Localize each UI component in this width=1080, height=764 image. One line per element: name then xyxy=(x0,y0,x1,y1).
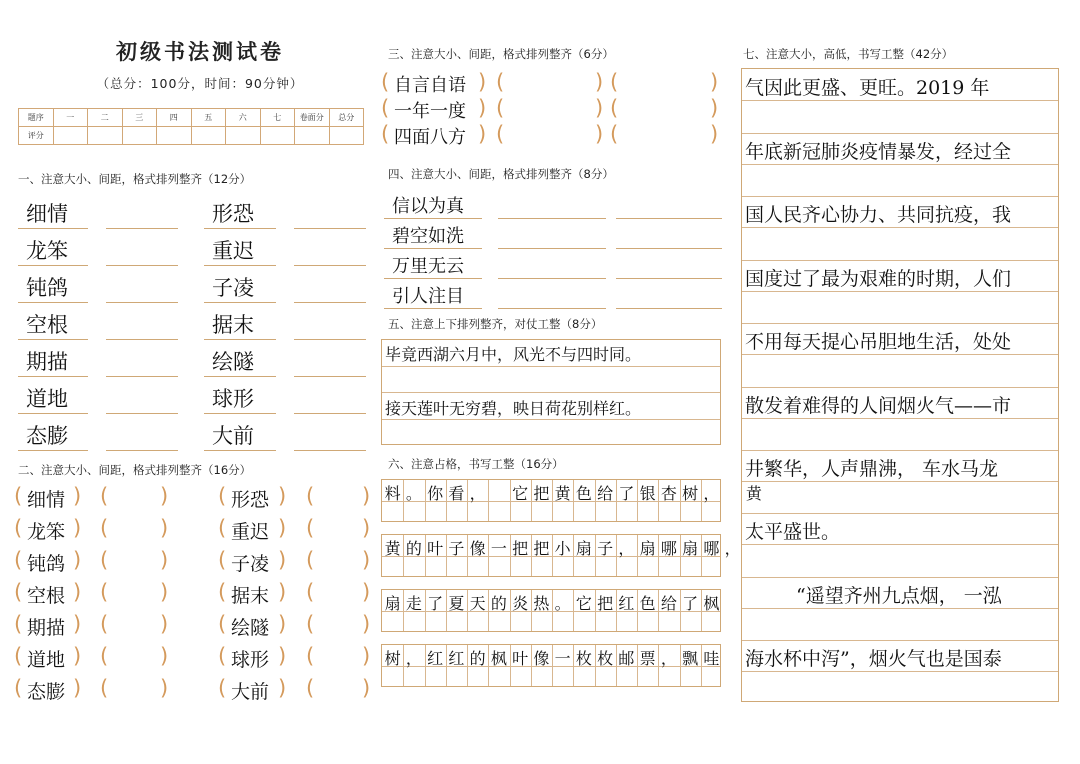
open-paren: ( xyxy=(218,644,227,668)
q1-baseline xyxy=(204,302,276,303)
open-paren[interactable]: ( xyxy=(610,122,619,146)
close-paren[interactable]: ) xyxy=(160,612,169,636)
q1-practice-line[interactable] xyxy=(294,413,366,414)
close-paren: ) xyxy=(278,676,287,700)
q6-char: 子 xyxy=(448,539,465,558)
q6-char: 了 xyxy=(682,594,699,613)
q1-word-left: 龙笨 xyxy=(26,239,68,263)
q1-word-right: 绘隧 xyxy=(212,350,254,374)
q1-practice-line[interactable] xyxy=(106,413,178,414)
q6-char: ， xyxy=(405,649,422,668)
close-paren: ) xyxy=(73,676,82,700)
q2-word-left: 细情 xyxy=(27,489,66,511)
q6-char: 扇 xyxy=(384,594,401,613)
q4-baseline xyxy=(384,278,482,279)
q6-grid-row[interactable] xyxy=(381,534,741,577)
q6-char: 色 xyxy=(575,484,592,503)
close-paren[interactable]: ) xyxy=(595,70,604,94)
q4-practice-line[interactable] xyxy=(616,278,722,279)
q2-heading: 二、注意大小、间距，格式排列整齐（16分） xyxy=(18,463,252,477)
score-cell: 四 xyxy=(157,109,192,127)
q1-practice-line[interactable] xyxy=(294,339,366,340)
q6-char: 枫 xyxy=(490,649,507,668)
open-paren[interactable]: ( xyxy=(306,644,315,668)
open-paren: ( xyxy=(218,516,227,540)
close-paren[interactable]: ) xyxy=(710,70,719,94)
score-cell[interactable] xyxy=(157,127,192,145)
q1-word-right: 大前 xyxy=(212,424,254,448)
q7-guide-line xyxy=(742,100,1058,101)
q6-char: 把 xyxy=(597,594,614,613)
open-paren[interactable]: ( xyxy=(610,96,619,120)
q7-line-6: 散发着难得的人间烟火气——市 xyxy=(745,395,1012,417)
close-paren: ) xyxy=(278,484,287,508)
q6-char: 。 xyxy=(554,594,571,613)
q6-char: 的 xyxy=(405,539,422,558)
open-paren[interactable]: ( xyxy=(306,548,315,572)
score-cell: 二 xyxy=(88,109,123,127)
q1-word-left: 空根 xyxy=(26,313,68,337)
q6-char: 它 xyxy=(575,594,592,613)
q6-char: 哪 xyxy=(703,539,720,558)
q3-heading: 三、注意大小、间距，格式排列整齐（6分） xyxy=(388,47,614,61)
open-paren: ( xyxy=(218,612,227,636)
q1-practice-line[interactable] xyxy=(294,228,366,229)
page-title: 初级书法测试卷 xyxy=(116,39,284,64)
close-paren: ) xyxy=(278,516,287,540)
q6-char: 扇 xyxy=(575,539,592,558)
q7-guide-line xyxy=(742,608,1058,609)
q2-word-right: 子凌 xyxy=(231,553,270,575)
open-paren[interactable]: ( xyxy=(496,122,505,146)
q1-practice-line[interactable] xyxy=(294,450,366,451)
close-paren: ) xyxy=(278,548,287,572)
q2-word-right: 据末 xyxy=(231,585,270,607)
close-paren[interactable]: ) xyxy=(362,644,371,668)
open-paren: ( xyxy=(14,548,23,572)
q6-char: 红 xyxy=(427,649,444,668)
q6-grid-vline xyxy=(488,480,489,521)
close-paren: ) xyxy=(278,580,287,604)
close-paren[interactable]: ) xyxy=(710,96,719,120)
q2-word-right: 重迟 xyxy=(231,521,270,543)
q6-char: 它 xyxy=(512,484,529,503)
close-paren[interactable]: ) xyxy=(362,484,371,508)
q6-char: 给 xyxy=(597,484,614,503)
open-paren: ( xyxy=(218,484,227,508)
close-paren[interactable]: ) xyxy=(595,96,604,120)
q6-char: 枫 xyxy=(703,594,720,613)
score-cell: 评分 xyxy=(19,127,54,145)
q1-baseline xyxy=(204,413,276,414)
q5-line-1: 毕竟西湖六月中，风光不与四时同。 xyxy=(385,345,642,364)
close-paren[interactable]: ) xyxy=(160,676,169,700)
open-paren: ( xyxy=(14,612,23,636)
score-cell[interactable] xyxy=(88,127,123,145)
close-paren: ) xyxy=(278,612,287,636)
close-paren[interactable]: ) xyxy=(362,580,371,604)
q6-char: 哪 xyxy=(660,539,677,558)
q1-word-left: 钝鸽 xyxy=(26,276,68,300)
q1-word-right: 球形 xyxy=(212,387,254,411)
q6-char: ， xyxy=(469,484,486,503)
close-paren[interactable]: ) xyxy=(160,484,169,508)
q4-practice-line[interactable] xyxy=(498,308,606,309)
open-paren[interactable]: ( xyxy=(100,548,109,572)
q3-idiom: 自言自语 xyxy=(394,75,466,96)
open-paren[interactable]: ( xyxy=(496,70,505,94)
q1-practice-line[interactable] xyxy=(106,376,178,377)
close-paren: ) xyxy=(478,96,487,120)
score-cell[interactable] xyxy=(53,127,88,145)
page-subtitle: （总分：100分，时间：90分钟） xyxy=(96,76,304,91)
open-paren: ( xyxy=(14,516,23,540)
q7-guide-line xyxy=(742,577,1058,578)
q1-heading: 一、注意大小、间距，格式排列整齐（12分） xyxy=(18,172,252,186)
close-paren[interactable]: ) xyxy=(160,516,169,540)
q7-guide-line xyxy=(742,513,1058,514)
q6-char: 银 xyxy=(639,484,656,503)
open-paren[interactable]: ( xyxy=(100,484,109,508)
q1-word-left: 态膨 xyxy=(26,424,68,448)
q7-guide-line xyxy=(742,671,1058,672)
q7-line-9: “遥望齐州九点烟， 一泓 xyxy=(796,585,1002,607)
q6-char: 像 xyxy=(533,649,550,668)
q1-practice-line[interactable] xyxy=(294,302,366,303)
close-paren[interactable]: ) xyxy=(362,548,371,572)
q1-baseline xyxy=(18,302,88,303)
q1-baseline xyxy=(18,376,88,377)
q6-grid-row[interactable] xyxy=(381,644,721,687)
q6-char: 飘 xyxy=(682,649,699,668)
q2-word-right: 形恐 xyxy=(231,489,270,511)
q4-practice-line[interactable] xyxy=(498,248,606,249)
q7-guide-line xyxy=(742,323,1058,324)
q6-char: 一 xyxy=(490,539,507,558)
score-cell[interactable] xyxy=(260,127,295,145)
open-paren: ( xyxy=(381,70,390,94)
q7-guide-line xyxy=(742,640,1058,641)
score-cell: 六 xyxy=(226,109,261,127)
q3-idiom: 四面八方 xyxy=(394,127,466,148)
q4-baseline xyxy=(384,218,482,219)
q6-char: 了 xyxy=(618,484,635,503)
open-paren[interactable]: ( xyxy=(306,612,315,636)
q7-guide-line xyxy=(742,291,1058,292)
score-table xyxy=(18,108,364,145)
q6-char: 看 xyxy=(448,484,465,503)
q7-writing-box[interactable] xyxy=(741,68,1059,702)
q6-char: 。 xyxy=(405,484,422,503)
q6-char: 料 xyxy=(384,484,401,503)
q1-practice-line[interactable] xyxy=(106,450,178,451)
score-cell: 五 xyxy=(191,109,226,127)
q6-char: 炎 xyxy=(512,594,529,613)
q7-guide-line xyxy=(742,133,1058,134)
open-paren: ( xyxy=(218,580,227,604)
q5-line-2: 接天莲叶无穷碧，映日荷花别样红。 xyxy=(385,399,642,418)
open-paren[interactable]: ( xyxy=(610,70,619,94)
q6-char: 票 xyxy=(639,649,656,668)
q4-idiom: 信以为真 xyxy=(392,196,464,217)
q4-practice-line[interactable] xyxy=(616,308,722,309)
score-cell: 一 xyxy=(53,109,88,127)
open-paren[interactable]: ( xyxy=(496,96,505,120)
q7-line-1: 气因此更盛、更旺。2019 年 xyxy=(745,77,990,99)
q1-baseline xyxy=(204,339,276,340)
q6-char: 子 xyxy=(597,539,614,558)
q1-baseline xyxy=(18,228,88,229)
q6-char: 黄 xyxy=(554,484,571,503)
q7-guide-line xyxy=(742,387,1058,388)
score-cell: 七 xyxy=(260,109,295,127)
q4-baseline xyxy=(384,308,482,309)
q5-writing-box[interactable] xyxy=(381,339,721,445)
score-cell[interactable] xyxy=(226,127,261,145)
q1-word-left: 道地 xyxy=(26,387,68,411)
q6-char: 叶 xyxy=(427,539,444,558)
open-paren: ( xyxy=(218,676,227,700)
q6-char: 黄 xyxy=(384,539,401,558)
q7-guide-line xyxy=(742,260,1058,261)
q6-char: 了 xyxy=(427,594,444,613)
close-paren: ) xyxy=(73,548,82,572)
q3-idiom: 一年一度 xyxy=(394,101,466,122)
q5-guide-line xyxy=(382,419,720,420)
q7-guide-line xyxy=(742,450,1058,451)
open-paren[interactable]: ( xyxy=(306,580,315,604)
close-paren[interactable]: ) xyxy=(160,644,169,668)
q4-idiom: 引人注目 xyxy=(392,286,464,307)
q4-practice-line[interactable] xyxy=(616,218,722,219)
q1-word-left: 细情 xyxy=(26,202,68,226)
q2-word-left: 空根 xyxy=(27,585,66,607)
q4-idiom: 碧空如洗 xyxy=(392,226,464,247)
open-paren[interactable]: ( xyxy=(306,676,315,700)
q6-char: 小 xyxy=(554,539,571,558)
q7-guide-line xyxy=(742,418,1058,419)
q1-practice-line[interactable] xyxy=(294,265,366,266)
q6-char: 红 xyxy=(448,649,465,668)
open-paren[interactable]: ( xyxy=(100,612,109,636)
q6-char: ， xyxy=(660,649,677,668)
open-paren: ( xyxy=(381,96,390,120)
q7-line-4: 国度过了最为艰难的时期，人们 xyxy=(745,268,1012,290)
score-table-header-row xyxy=(19,109,364,127)
q2-word-left: 道地 xyxy=(27,649,66,671)
open-paren[interactable]: ( xyxy=(306,484,315,508)
q1-baseline xyxy=(18,450,88,451)
q6-char: 树 xyxy=(682,484,699,503)
q4-practice-line[interactable] xyxy=(498,218,606,219)
q6-grid-row[interactable] xyxy=(381,589,721,632)
score-cell: 题序 xyxy=(19,109,54,127)
q7-line-2: 年底新冠肺炎疫情暴发，经过全 xyxy=(745,141,1012,163)
q6-char: 黄 xyxy=(745,484,762,503)
q4-idiom: 万里无云 xyxy=(392,256,464,277)
q1-practice-line[interactable] xyxy=(106,302,178,303)
q6-char: 色 xyxy=(639,594,656,613)
q6-heading: 六、注意占格，书写工整（16分） xyxy=(388,457,564,471)
close-paren: ) xyxy=(73,612,82,636)
open-paren: ( xyxy=(381,122,390,146)
q1-baseline xyxy=(204,265,276,266)
q7-guide-line xyxy=(742,196,1058,197)
q6-char: 夏 xyxy=(448,594,465,613)
q7-line-7: 井繁华，人声鼎沸， 车水马龙 xyxy=(745,458,999,480)
close-paren[interactable]: ) xyxy=(362,612,371,636)
q5-guide-line xyxy=(382,366,720,367)
close-paren[interactable]: ) xyxy=(710,122,719,146)
q7-line-10: 海水杯中泻”，烟火气也是国泰 xyxy=(745,648,1002,670)
close-paren: ) xyxy=(478,70,487,94)
q7-guide-line xyxy=(742,164,1058,165)
q2-word-right: 绘隧 xyxy=(231,617,270,639)
q2-word-left: 态膨 xyxy=(27,681,66,703)
q6-char: 你 xyxy=(427,484,444,503)
open-paren[interactable]: ( xyxy=(306,516,315,540)
q5-heading: 五、注意上下排列整齐，对仗工整（8分） xyxy=(388,317,603,331)
open-paren: ( xyxy=(218,548,227,572)
q4-practice-line[interactable] xyxy=(616,248,722,249)
close-paren: ) xyxy=(478,122,487,146)
q7-line-5: 不用每天提心吊胆地生活，处处 xyxy=(745,331,1012,353)
q4-practice-line[interactable] xyxy=(498,278,606,279)
open-paren: ( xyxy=(14,580,23,604)
score-cell[interactable] xyxy=(295,127,330,145)
score-cell[interactable] xyxy=(191,127,226,145)
q7-guide-line xyxy=(742,481,1058,482)
close-paren: ) xyxy=(73,484,82,508)
q6-char: 天 xyxy=(469,594,486,613)
q6-char: 的 xyxy=(490,594,507,613)
q4-baseline xyxy=(384,248,482,249)
q2-word-right: 球形 xyxy=(231,649,270,671)
q6-char: 走 xyxy=(405,594,422,613)
q6-char: 叶 xyxy=(512,649,529,668)
q6-grid-row[interactable] xyxy=(381,479,762,522)
q4-heading: 四、注意大小、间距，格式排列整齐（8分） xyxy=(388,167,614,181)
open-paren: ( xyxy=(14,484,23,508)
q6-char: 红 xyxy=(618,594,635,613)
q7-guide-line xyxy=(742,227,1058,228)
q6-char: 扇 xyxy=(639,539,656,558)
q6-char: 枚 xyxy=(575,649,592,668)
q1-baseline xyxy=(18,413,88,414)
q5-guide-line xyxy=(382,392,720,393)
score-cell: 卷面分 xyxy=(295,109,330,127)
q1-word-right: 重迟 xyxy=(212,239,254,263)
q7-line-3: 国人民齐心协力、共同抗疫，我 xyxy=(745,204,1012,226)
close-paren: ) xyxy=(278,644,287,668)
q1-practice-line[interactable] xyxy=(106,265,178,266)
q2-word-left: 钝鸽 xyxy=(27,553,66,575)
q6-char: ， xyxy=(724,539,741,558)
q7-guide-line xyxy=(742,354,1058,355)
q6-char: ， xyxy=(703,484,720,503)
q1-baseline xyxy=(204,450,276,451)
q6-char: 把 xyxy=(512,539,529,558)
open-paren[interactable]: ( xyxy=(100,516,109,540)
close-paren[interactable]: ) xyxy=(160,548,169,572)
q1-word-right: 据末 xyxy=(212,313,254,337)
q1-word-left: 期描 xyxy=(26,350,68,374)
q6-char: 邮 xyxy=(618,649,635,668)
q1-baseline xyxy=(204,376,276,377)
q6-char: 一 xyxy=(554,649,571,668)
q1-baseline xyxy=(204,228,276,229)
close-paren: ) xyxy=(73,516,82,540)
q1-baseline xyxy=(18,339,88,340)
close-paren[interactable]: ) xyxy=(595,122,604,146)
q2-word-left: 龙笨 xyxy=(27,521,66,543)
score-cell: 总分 xyxy=(329,109,364,127)
close-paren: ) xyxy=(73,644,82,668)
q6-char: 像 xyxy=(469,539,486,558)
score-table-score-row xyxy=(19,127,364,145)
q1-word-right: 子凌 xyxy=(212,276,254,300)
close-paren[interactable]: ) xyxy=(160,580,169,604)
q6-char: 的 xyxy=(469,649,486,668)
q1-practice-line[interactable] xyxy=(106,339,178,340)
q7-line-8: 太平盛世。 xyxy=(745,521,841,543)
q1-practice-line[interactable] xyxy=(294,376,366,377)
q7-heading: 七、注意大小，高低，书写工整（42分） xyxy=(743,47,954,61)
close-paren[interactable]: ) xyxy=(362,516,371,540)
q6-char: 杏 xyxy=(660,484,677,503)
q6-char: 树 xyxy=(384,649,401,668)
q7-guide-line xyxy=(742,544,1058,545)
open-paren: ( xyxy=(14,644,23,668)
q2-word-right: 大前 xyxy=(231,681,270,703)
q1-word-right: 形恐 xyxy=(212,202,254,226)
q6-char: 枚 xyxy=(597,649,614,668)
q1-baseline xyxy=(18,265,88,266)
q6-char: 把 xyxy=(533,539,550,558)
q6-char: 把 xyxy=(533,484,550,503)
q6-char: 哇 xyxy=(703,649,720,668)
q6-char: 给 xyxy=(660,594,677,613)
score-cell[interactable] xyxy=(329,127,364,145)
open-paren[interactable]: ( xyxy=(100,644,109,668)
close-paren: ) xyxy=(73,580,82,604)
q6-char: 扇 xyxy=(682,539,699,558)
open-paren: ( xyxy=(14,676,23,700)
open-paren[interactable]: ( xyxy=(100,676,109,700)
close-paren[interactable]: ) xyxy=(362,676,371,700)
q6-char: ， xyxy=(618,539,635,558)
open-paren[interactable]: ( xyxy=(100,580,109,604)
q2-word-left: 期描 xyxy=(27,617,66,639)
score-cell[interactable] xyxy=(122,127,157,145)
q1-practice-line[interactable] xyxy=(106,228,178,229)
q6-char: 热 xyxy=(533,594,550,613)
score-cell: 三 xyxy=(122,109,157,127)
